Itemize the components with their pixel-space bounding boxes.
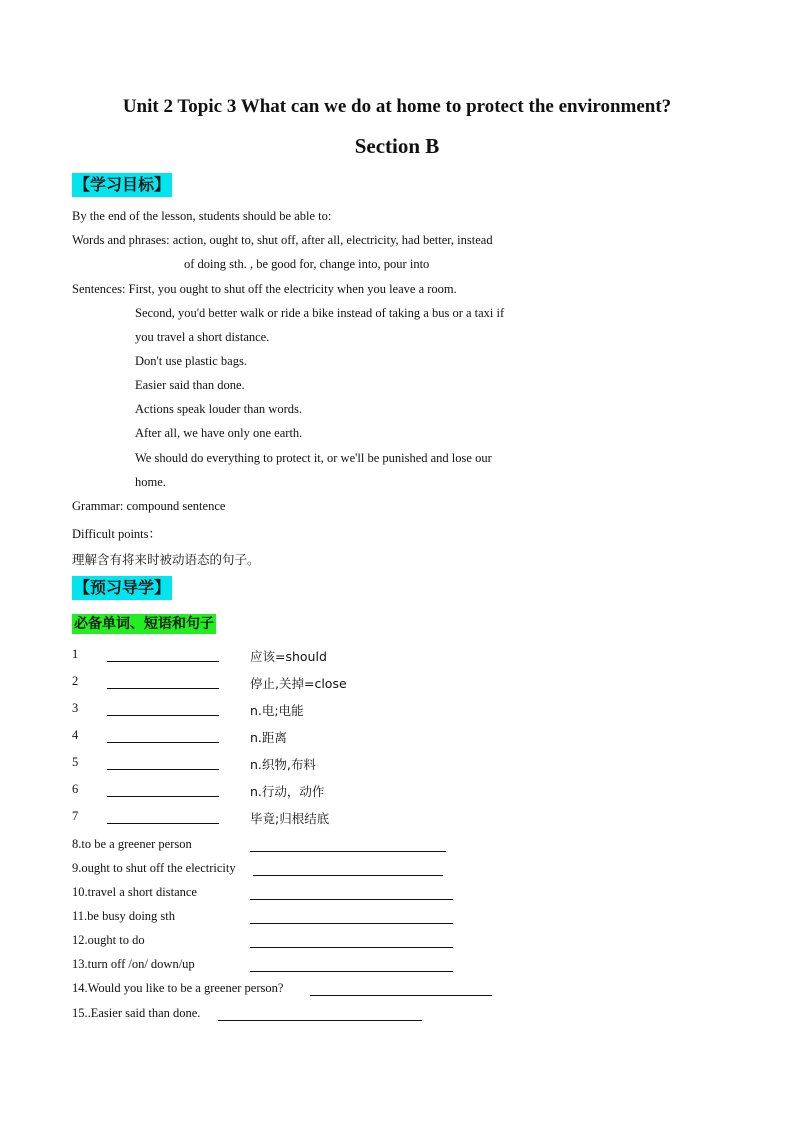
answer-blank[interactable] [253, 875, 443, 876]
vocab-number: 4 [72, 728, 79, 742]
phrase-text: 13.turn off /on/ down/up [72, 957, 195, 971]
answer-blank[interactable] [107, 823, 219, 824]
answer-blank[interactable] [107, 661, 219, 662]
answer-blank[interactable] [310, 995, 492, 996]
vocab-meaning: 毕竟;归根结底 [250, 811, 330, 826]
answer-blank[interactable] [250, 923, 453, 924]
vocab-number: 3 [72, 701, 79, 715]
vocab-number: 1 [72, 647, 79, 661]
sentence-line: Sentences: First, you ought to shut off the electricity when you leave a room. [72, 282, 457, 296]
vocab-tag: 必备单词、短语和句子 [74, 616, 214, 632]
page-title: Unit 2 Topic 3 What can we do at home to protect the environment? [122, 96, 672, 117]
vocab-meaning: 停止,关掉=close [250, 676, 347, 691]
answer-blank[interactable] [107, 796, 219, 797]
vocab-number: 5 [72, 755, 79, 769]
answer-blank[interactable] [250, 971, 453, 972]
sentence-line: Easier said than done. [135, 378, 245, 392]
difficult-points-cn: 理解含有将来时被动语态的句子。 [72, 552, 260, 567]
phrase-text: 9.ought to shut off the electricity [72, 861, 236, 875]
words-line-2: of doing sth. , be good for, change into, pour into [184, 257, 430, 271]
words-line-1: Words and phrases: action, ought to, shut off, after all, electricity, had better, instead [72, 233, 493, 247]
answer-blank[interactable] [107, 742, 219, 743]
vocab-number: 2 [72, 674, 79, 688]
answer-blank[interactable] [250, 947, 453, 948]
vocab-meaning: n.行动，动作 [250, 784, 325, 799]
answer-blank[interactable] [250, 851, 446, 852]
intro-line: By the end of the lesson, students should be able to: [72, 209, 332, 223]
grammar-line: Grammar: compound sentence [72, 499, 226, 513]
sentence-line: After all, we have only one earth. [135, 426, 303, 440]
phrase-text: 15..Easier said than done. [72, 1006, 201, 1020]
phrase-text: 14.Would you like to be a greener person? [72, 981, 284, 995]
answer-blank[interactable] [107, 769, 219, 770]
vocab-meaning: n.距离 [250, 730, 287, 745]
difficult-points-line: Difficult points： [72, 527, 162, 541]
sentence-line: you travel a short distance. [135, 330, 270, 344]
phrase-text: 12.ought to do [72, 933, 145, 947]
answer-blank[interactable] [218, 1020, 422, 1021]
sentence-line: Actions speak louder than words. [135, 402, 302, 416]
phrase-text: 10.travel a short distance [72, 885, 197, 899]
phrase-text: 8.to be a greener person [72, 837, 192, 851]
vocab-number: 7 [72, 809, 79, 823]
vocab-meaning: n.织物,布料 [250, 757, 316, 772]
preview-guide-tag: 【预习导学】 [72, 576, 172, 600]
vocab-meaning: n.电;电能 [250, 703, 304, 718]
vocab-number: 6 [72, 782, 79, 796]
sentence-line: Don't use plastic bags. [135, 354, 247, 368]
answer-blank[interactable] [107, 715, 219, 716]
sentence-line: Second, you'd better walk or ride a bike instead of taking a bus or a taxi if [135, 306, 505, 320]
sentence-line: We should do everything to protect it, or we'll be punished and lose our [135, 451, 492, 465]
section-subtitle: Section B [354, 134, 440, 158]
learning-goals-tag: 【学习目标】 [72, 173, 172, 197]
vocab-meaning: 应该=should [250, 649, 327, 664]
sentence-line: home. [135, 475, 166, 489]
answer-blank[interactable] [107, 688, 219, 689]
phrase-text: 11.be busy doing sth [72, 909, 176, 923]
answer-blank[interactable] [250, 899, 453, 900]
